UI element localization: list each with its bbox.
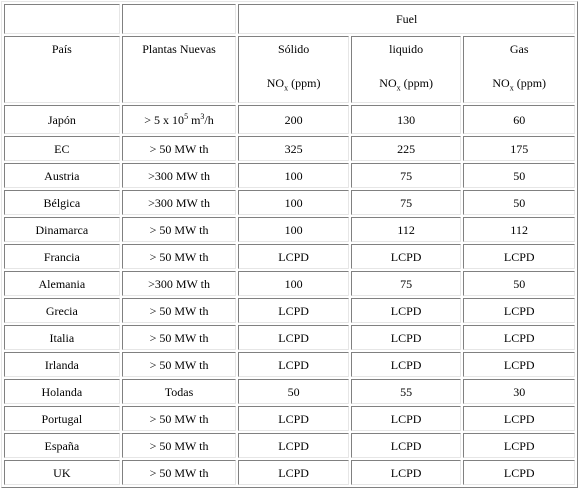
plants-unit: m <box>188 112 201 127</box>
plants-cell: > 50 MW th <box>122 136 237 161</box>
table-row <box>4 105 575 134</box>
gas-nox-cell: LCPD <box>463 325 575 350</box>
gas-nox-cell: LCPD <box>463 460 575 485</box>
table-row <box>4 217 575 242</box>
solid-nox-cell: 100 <box>238 271 349 296</box>
liquid-nox-cell: LCPD <box>351 406 462 431</box>
nox-unit-liquid <box>379 76 433 93</box>
liquid-nox-cell: LCPD <box>351 433 462 458</box>
plants-cell: > 50 MW th <box>122 433 237 458</box>
solid-nox-cell: 100 <box>238 190 349 215</box>
country-cell: Austria <box>4 163 120 188</box>
country-cell: Alemania <box>4 271 120 296</box>
country-cell: Francia <box>4 244 120 269</box>
plants-cell: > 50 MW th <box>122 325 237 350</box>
country-cell: Grecia <box>4 298 120 323</box>
table-row <box>4 190 575 215</box>
liquid-nox-cell: 112 <box>351 217 462 242</box>
liquid-nox-cell: LCPD <box>351 325 462 350</box>
fuel-header: Fuel <box>238 4 575 34</box>
liquid-nox-cell: 75 <box>351 163 462 188</box>
country-cell: EC <box>4 136 120 161</box>
gas-nox-cell: 30 <box>463 379 575 404</box>
unit-suffix: (ppm) <box>513 76 547 90</box>
country-cell: Dinamarca <box>4 217 120 242</box>
nox-unit-solid <box>266 76 321 93</box>
plants-cell: >300 MW th <box>122 271 237 296</box>
table-body <box>4 4 575 485</box>
gas-nox-cell: LCPD <box>463 298 575 323</box>
unit-prefix: NO <box>379 76 397 90</box>
unit-prefix: NO <box>266 76 285 90</box>
solid-nox-cell: 50 <box>238 379 349 404</box>
unit-suffix: (ppm) <box>288 76 321 90</box>
nox-unit-gas <box>492 76 547 93</box>
plants-cell: > 50 MW th <box>122 460 237 485</box>
plants-cell: Todas <box>122 379 237 404</box>
country-cell: Irlanda <box>4 352 120 377</box>
table-row <box>4 406 575 431</box>
table-row <box>4 136 575 161</box>
plants-cell: >300 MW th <box>122 163 237 188</box>
plants-suffix: /h <box>204 112 214 127</box>
plants-prefix: > 5 x 10 <box>144 112 185 127</box>
unit-prefix: NO <box>492 76 510 90</box>
plants-exponent: 5 <box>184 111 189 121</box>
country-cell: Bélgica <box>4 190 120 215</box>
fuel-name-liquid: liquido <box>389 42 424 56</box>
table-row <box>4 271 575 296</box>
solid-nox-cell: LCPD <box>238 433 349 458</box>
liquid-nox-cell: 75 <box>351 271 462 296</box>
solid-nox-cell: LCPD <box>238 298 349 323</box>
country-cell: Holanda <box>4 379 120 404</box>
gas-nox-cell: LCPD <box>463 352 575 377</box>
table-row <box>4 460 575 485</box>
country-cell: UK <box>4 460 120 485</box>
table-row <box>4 379 575 404</box>
liquid-nox-cell: 55 <box>351 379 462 404</box>
gas-nox-cell: LCPD <box>463 244 575 269</box>
gas-nox-cell: LCPD <box>463 433 575 458</box>
country-cell: Italia <box>4 325 120 350</box>
plants-cell: > 50 MW th <box>122 352 237 377</box>
country-cell: Portugal <box>4 406 120 431</box>
plants-cell: > 50 MW th <box>122 406 237 431</box>
table-row <box>4 325 575 350</box>
empty-header-cell <box>4 4 120 34</box>
plants-cell: > 50 MW th <box>122 298 237 323</box>
liquid-nox-cell: LCPD <box>351 298 462 323</box>
table-row <box>4 433 575 458</box>
unit-suffix: (ppm) <box>400 76 433 90</box>
country-header: País <box>4 36 120 103</box>
gas-nox-cell: LCPD <box>463 406 575 431</box>
liquid-nox-cell: LCPD <box>351 244 462 269</box>
gas-nox-cell: 50 <box>463 190 575 215</box>
fuel-header-liquid <box>351 36 462 103</box>
fuel-name-gas: Gas <box>509 42 529 56</box>
fuel-header-solid <box>238 36 349 103</box>
gas-nox-cell: 50 <box>463 163 575 188</box>
solid-nox-cell: 325 <box>238 136 349 161</box>
table-row <box>4 244 575 269</box>
empty-header-cell <box>122 4 237 34</box>
unit-sub: x <box>284 83 289 93</box>
solid-nox-cell: 100 <box>238 163 349 188</box>
header-row-top <box>4 4 575 34</box>
new-plants-header: Plantas Nuevas <box>122 36 237 103</box>
liquid-nox-cell: 130 <box>351 105 462 134</box>
table-row <box>4 352 575 377</box>
solid-nox-cell: 100 <box>238 217 349 242</box>
plants-cell: > 50 MW th <box>122 244 237 269</box>
fuel-name-solid: Sólido <box>277 42 310 56</box>
plants-cell: > 50 MW th <box>122 217 237 242</box>
gas-nox-cell: 60 <box>463 105 575 134</box>
plants-unit-exponent: 3 <box>200 111 205 121</box>
liquid-nox-cell: 75 <box>351 190 462 215</box>
unit-sub: x <box>509 83 514 93</box>
solid-nox-cell: LCPD <box>238 406 349 431</box>
solid-nox-cell: LCPD <box>238 352 349 377</box>
plants-cell <box>122 105 237 134</box>
unit-sub: x <box>396 83 401 93</box>
gas-nox-cell: 112 <box>463 217 575 242</box>
liquid-nox-cell: LCPD <box>351 460 462 485</box>
solid-nox-cell: LCPD <box>238 325 349 350</box>
gas-nox-cell: 50 <box>463 271 575 296</box>
gas-nox-cell: 175 <box>463 136 575 161</box>
emissions-table <box>1 1 578 488</box>
liquid-nox-cell: LCPD <box>351 352 462 377</box>
table-row <box>4 163 575 188</box>
fuel-header-gas <box>463 36 575 103</box>
plants-cell: >300 MW th <box>122 190 237 215</box>
table-row <box>4 298 575 323</box>
solid-nox-cell: 200 <box>238 105 349 134</box>
country-cell: España <box>4 433 120 458</box>
liquid-nox-cell: 225 <box>351 136 462 161</box>
country-cell: Japón <box>4 105 120 134</box>
solid-nox-cell: LCPD <box>238 460 349 485</box>
solid-nox-cell: LCPD <box>238 244 349 269</box>
header-row-main <box>4 36 575 103</box>
